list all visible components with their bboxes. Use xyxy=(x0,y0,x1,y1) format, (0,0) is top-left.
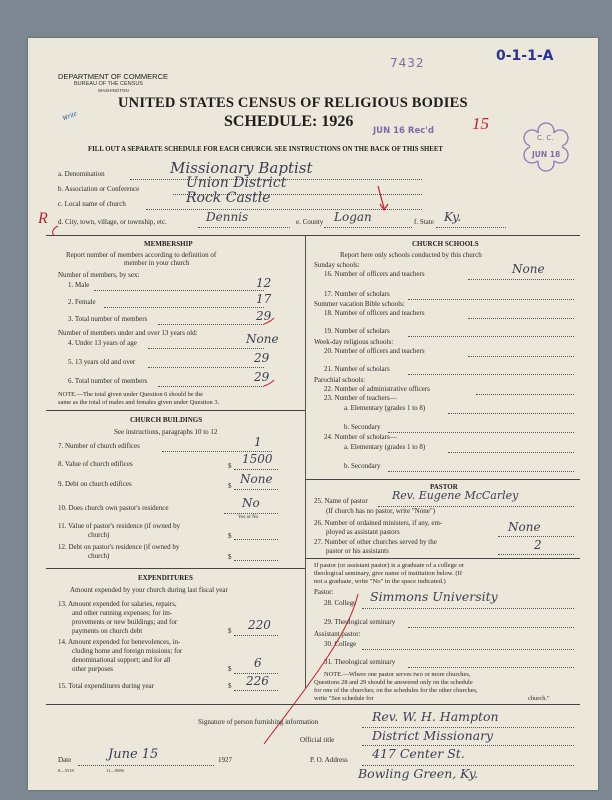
q8-value: 1500 xyxy=(242,452,273,466)
form-number-2: 11—9086 xyxy=(106,768,124,773)
buildings-sub: See instructions, paragraphs 10 to 12 xyxy=(114,428,218,436)
date-year: 1927 xyxy=(218,756,232,764)
q9-label: 9. Debt on church edifices xyxy=(58,480,132,488)
q14-dollar: $ xyxy=(228,665,232,673)
address-value-2: Bowling Green, Ky. xyxy=(358,766,479,781)
q16-value: None xyxy=(512,262,545,276)
association-value: Union District xyxy=(186,175,287,191)
assistant-pastor-label: Assistant pastor: xyxy=(314,630,361,638)
state-value: Ky. xyxy=(444,210,462,224)
q18-label: 18. Number of officers and teachers xyxy=(324,309,425,317)
q28-label: 28. College xyxy=(324,599,357,607)
q14-value: 6 xyxy=(254,656,262,670)
q23a-label: a. Elementary (grades 1 to 8) xyxy=(344,404,426,412)
q2-label: 2. Female xyxy=(68,298,96,306)
q2-value: 17 xyxy=(256,292,272,306)
q13-value: 220 xyxy=(248,618,271,632)
pastor-note-3: for one of the churches; on the schedules for the other churches, xyxy=(314,687,478,694)
date-value: June 15 xyxy=(108,747,159,762)
pastor-note-4: write "See schedule for xyxy=(314,695,374,702)
signature-label: Signature of person furnishing information xyxy=(198,718,319,726)
cc-stamp-date: JUN 18 xyxy=(532,150,561,159)
q26-label: 26. Number of ordained ministers, if any, em- xyxy=(314,519,443,527)
schools-heading: CHURCH SCHOOLS xyxy=(412,240,479,248)
q23-label: 23. Number of teachers— xyxy=(324,394,397,402)
q14-label-4: other purposes xyxy=(72,665,114,673)
q16-label: 16. Number of officers and teachers xyxy=(324,270,425,278)
q14-label: 14. Amount expended for benevolences, in- xyxy=(58,638,181,646)
cc-stamp-top: C. C. xyxy=(537,134,554,142)
q11-label: 11. Value of pastor's residence (if owned by xyxy=(58,522,181,530)
q13-label-3: provements or new buildings; and for xyxy=(72,618,178,626)
q4-value: None xyxy=(246,332,279,346)
q10-label: 10. Does church own pastor's residence xyxy=(58,504,169,512)
association-label: b. Association or Conference xyxy=(58,185,140,193)
pastor-note: NOTE.—Where one pastor serves two or more churches, xyxy=(324,671,471,678)
county-value: Logan xyxy=(334,210,372,224)
pastor-heading: PASTOR xyxy=(430,483,458,491)
date-label: Date xyxy=(58,756,72,764)
q12-label: 12. Debt on pastor's residence (if owned by xyxy=(58,543,180,551)
q13-label-4: payments on church debt xyxy=(72,627,143,635)
college-note-2: theological seminary, give name of institution below. (If xyxy=(314,570,463,577)
q15-label: 15. Total expenditures during year xyxy=(58,682,154,690)
q15-dollar: $ xyxy=(228,682,232,690)
q27-value: 2 xyxy=(534,538,542,552)
department-name: DEPARTMENT OF COMMERCE xyxy=(58,72,169,81)
q21-label: 21. Number of scholars xyxy=(324,365,390,373)
membership-intro: Report number of members according to definition of xyxy=(66,251,217,259)
q23b-label: b. Secondary xyxy=(344,423,381,431)
membership-heading: MEMBERSHIP xyxy=(144,240,193,248)
expenditures-heading: EXPENDITURES xyxy=(138,574,193,582)
q8-label: 8. Value of church edifices xyxy=(58,460,133,468)
red-annotation-number: 15 xyxy=(472,114,489,133)
address-label: P. O. Address xyxy=(310,756,348,764)
q6-value: 29 xyxy=(254,370,270,384)
q25-label: 25. Name of pastor xyxy=(314,497,368,505)
q9-value: None xyxy=(240,472,273,486)
sunday-schools-label: Sunday schools: xyxy=(314,261,360,269)
q12-dollar: $ xyxy=(228,553,232,561)
form-title: UNITED STATES CENSUS OF RELIGIOUS BODIES xyxy=(118,95,468,111)
q10-value: No xyxy=(242,496,260,510)
q7-label: 7. Number of church edifices xyxy=(58,442,140,450)
q27-label: 27. Number of other churches served by the xyxy=(314,538,437,546)
q29-label: 29. Theological seminary xyxy=(324,618,396,626)
q27-label-2: pastor or his assistants xyxy=(326,547,389,555)
pastor-note-4b: church." xyxy=(528,695,550,702)
members-by-age-label: Number of members under and over 13 years old: xyxy=(58,329,198,337)
city-label: d. City, town, village, or township, etc. xyxy=(58,218,167,226)
weekday-schools-label: Week-day religious schools: xyxy=(314,338,394,346)
q8-dollar: $ xyxy=(228,462,232,470)
bureau-name: BUREAU OF THE CENSUS xyxy=(74,81,143,87)
q1-value: 12 xyxy=(256,276,272,290)
official-title-label: Official title xyxy=(300,736,335,744)
membership-intro-2: member in your church xyxy=(124,259,190,267)
q5-label: 5. 13 years old and over xyxy=(68,358,136,366)
margin-note: Write xyxy=(61,109,79,123)
parochial-schools-label: Parochial schools: xyxy=(314,376,366,384)
city-value: Dennis xyxy=(206,210,249,224)
serial-number: 7432 xyxy=(390,56,425,70)
q5-value: 29 xyxy=(254,351,270,365)
q26-label-2: ployed as assistant pastors xyxy=(326,528,400,536)
membership-note-2: same as the total of males and females given under Question 3. xyxy=(58,399,220,406)
q26-value: None xyxy=(508,520,541,534)
q6-label: 6. Total number of members xyxy=(68,377,148,385)
q24a-label: a. Elementary (grades 1 to 8) xyxy=(344,443,426,451)
state-label: f. State xyxy=(414,218,434,226)
pastor-sub-label: Pastor: xyxy=(314,588,334,596)
q20-label: 20. Number of officers and teachers xyxy=(324,347,425,355)
q4-label: 4. Under 13 years of age xyxy=(68,339,137,347)
q3-value: 29 xyxy=(256,309,272,323)
q30-label: 30. College xyxy=(324,640,357,648)
red-r-mark: R xyxy=(38,210,48,227)
membership-note: NOTE.—The total given under Question 6 should be the xyxy=(58,391,204,398)
county-label: e. County xyxy=(296,218,324,226)
received-stamp: JUN 16 Rec'd xyxy=(373,126,434,136)
q17-label: 17. Number of scholars xyxy=(324,290,390,298)
q13-label: 13. Amount expended for salaries, repairs, xyxy=(58,600,177,608)
members-by-sex-label: Number of members, by sex: xyxy=(58,271,140,279)
pastor-note-2: Questions 28 and 29 should be answered only on the schedule xyxy=(314,679,473,686)
denomination-value: Missionary Baptist xyxy=(170,159,313,177)
q25-sub: (If church has no pastor, write "None") xyxy=(326,507,436,515)
q24b-label: b. Secondary xyxy=(344,462,381,470)
q1-label: 1. Male xyxy=(68,281,90,289)
census-schedule-sheet xyxy=(28,38,598,790)
denomination-label: a. Denomination xyxy=(58,170,105,178)
q28-value: Simmons University xyxy=(370,589,498,604)
form-schedule-year: SCHEDULE: 1926 xyxy=(224,113,354,130)
q12-label-2: church) xyxy=(88,552,110,560)
q22-label: 22. Number of administrative officers xyxy=(324,385,430,393)
buildings-heading: CHURCH BUILDINGS xyxy=(130,416,203,424)
college-note: If pastor (or assistant pastor) is a graduate of a college or xyxy=(314,562,464,569)
form-instruction: FILL OUT A SEPARATE SCHEDULE FOR EACH CHURCH. SEE INSTRUCTIONS ON THE BACK OF THIS SHEET xyxy=(88,146,443,153)
q11-dollar: $ xyxy=(228,532,232,540)
q25-value: Rev. Eugene McCarley xyxy=(392,489,519,502)
church-name-label: c. Local name of church xyxy=(58,200,126,208)
q24-label: 24. Number of scholars— xyxy=(324,433,397,441)
form-code: 0-1-1-A xyxy=(496,48,554,64)
expenditures-sub: Amount expended by your church during last fiscal year xyxy=(70,586,228,594)
q19-label: 19. Number of scholars xyxy=(324,327,390,335)
city-name: WASHINGTON xyxy=(98,88,129,93)
address-value: 417 Center St. xyxy=(372,746,465,761)
signature-value: Rev. W. H. Hampton xyxy=(372,709,499,724)
summer-schools-label: Summer vacation Bible schools: xyxy=(314,300,405,308)
official-title-value: District Missionary xyxy=(372,728,494,743)
college-note-3: not a graduate, write "No" in the space indicated.) xyxy=(314,578,446,585)
church-name-value: Rock Castle xyxy=(186,190,271,206)
q10-hint: Yes or No xyxy=(238,515,259,520)
q14-label-2: cluding home and foreign missions; for xyxy=(72,647,183,655)
q7-value: 1 xyxy=(254,435,262,449)
form-number: 8—5518 xyxy=(58,768,74,773)
q15-value: 226 xyxy=(246,674,269,688)
q13-label-2: and other running expenses; for im- xyxy=(72,609,173,617)
q31-label: 31. Theological seminary xyxy=(324,658,396,666)
q13-dollar: $ xyxy=(228,627,232,635)
red-annotation-marks xyxy=(28,38,598,790)
q9-dollar: $ xyxy=(228,482,232,490)
schools-intro: Report here only schools conducted by this church xyxy=(340,251,482,259)
q3-label: 3. Total number of members xyxy=(68,315,148,323)
q14-label-3: denominational support; and for all xyxy=(72,656,171,664)
q11-label-2: church) xyxy=(88,531,110,539)
